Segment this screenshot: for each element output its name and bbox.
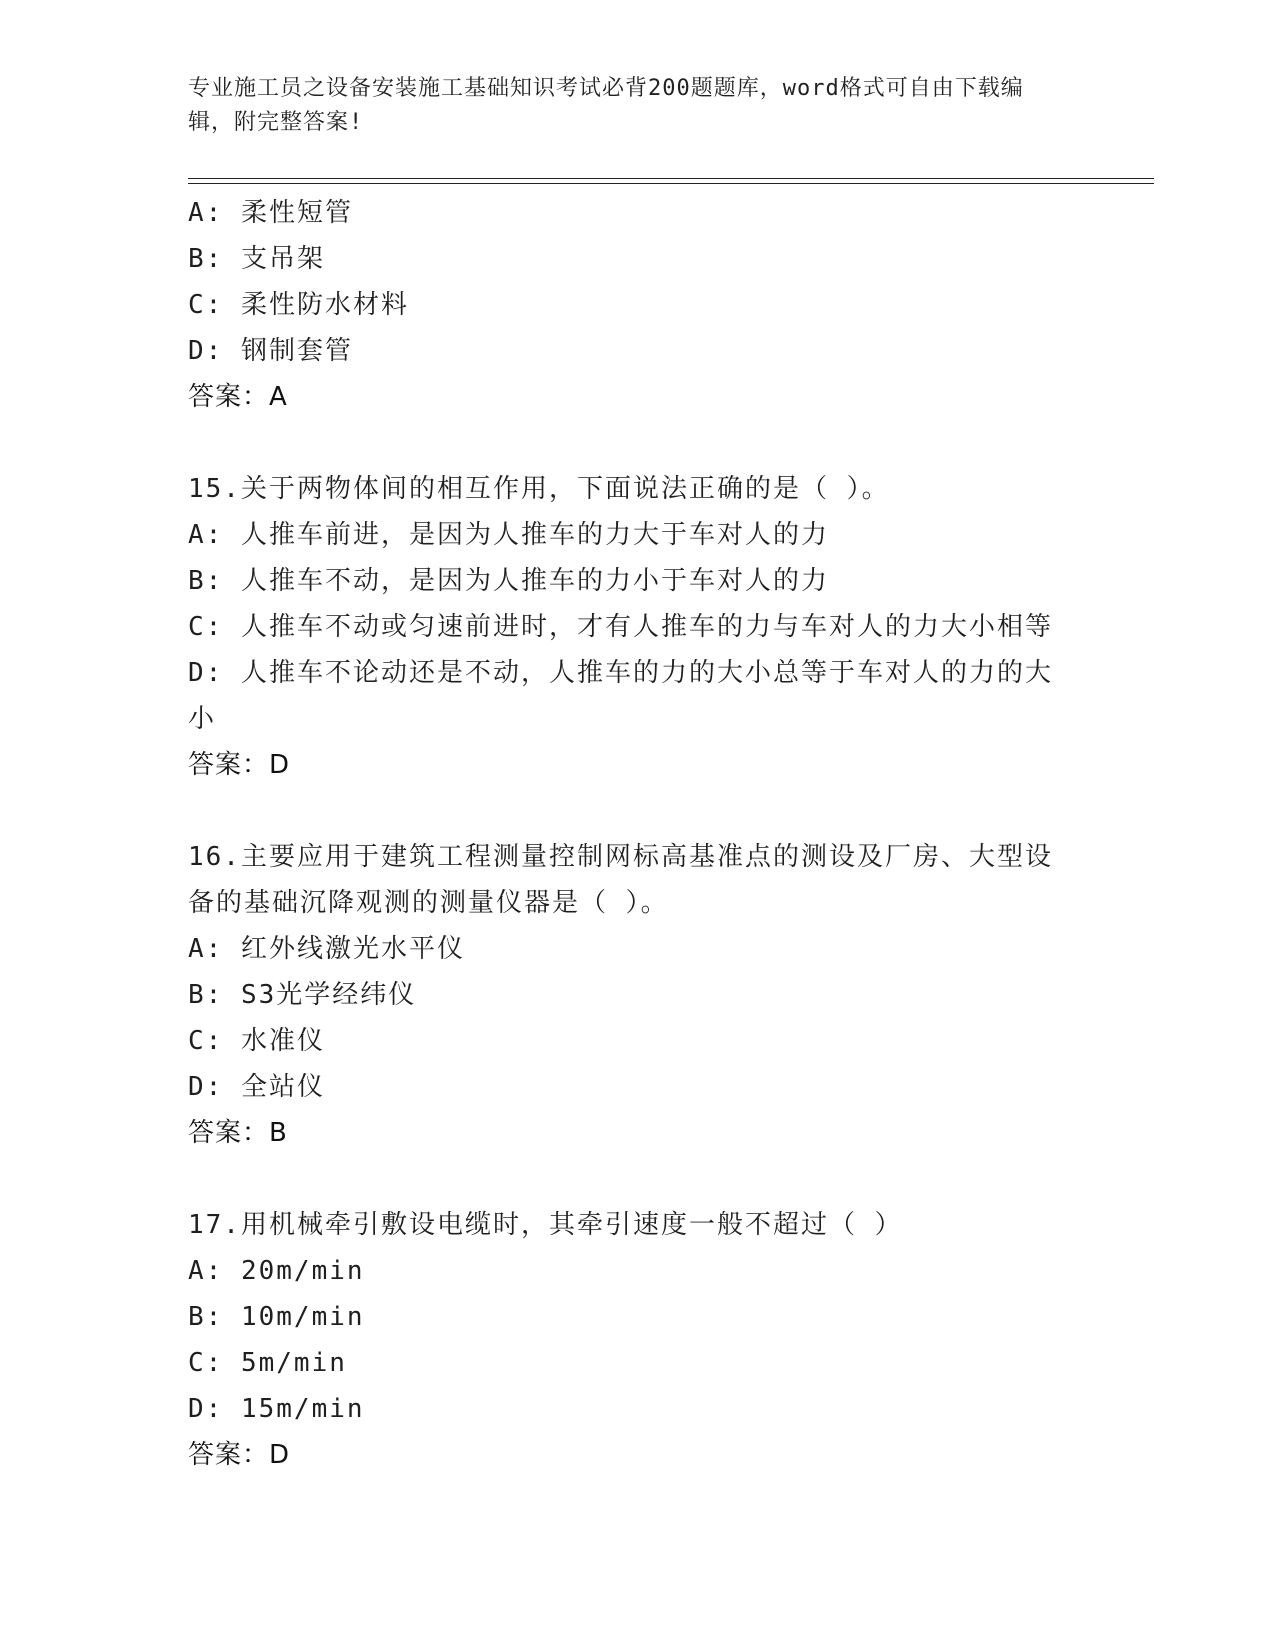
option-b: B: 人推车不动，是因为人推车的力小于车对人的力	[188, 566, 829, 596]
question-15	[188, 466, 1088, 788]
option-c: C: 人推车不动或匀速前进时，才有人推车的力与车对人的力大小相等	[188, 612, 1053, 642]
option-d: D: 全站仪	[188, 1072, 325, 1102]
option-b: B: 支吊架	[188, 244, 325, 274]
answer: 答案：D	[188, 1440, 291, 1470]
option-c: C: 柔性防水材料	[188, 290, 409, 320]
question-14	[188, 190, 1088, 420]
question-text: 15.关于两物体间的相互作用，下面说法正确的是（ ）。	[188, 474, 890, 504]
question-16	[188, 834, 1088, 1156]
option-a: A: 柔性短管	[188, 198, 353, 228]
answer: 答案：D	[188, 750, 291, 780]
answer: 答案：B	[188, 1118, 288, 1148]
option-b: B: 10m/min	[188, 1302, 365, 1332]
option-a: A: 20m/min	[188, 1256, 365, 1286]
spacer	[188, 788, 1088, 834]
answer: 答案：A	[188, 382, 288, 412]
question-text: 17.用机械牵引敷设电缆时，其牵引速度一般不超过（ ）	[188, 1210, 903, 1240]
option-d: D: 钢制套管	[188, 336, 353, 366]
option-d: D: 15m/min	[188, 1394, 365, 1424]
question-list	[188, 190, 1088, 1478]
option-d: D: 人推车不论动还是不动，人推车的力的大小总等于车对人的力的大小	[188, 658, 1053, 734]
header-divider-top	[188, 178, 1154, 179]
option-a: A: 人推车前进，是因为人推车的力大于车对人的力	[188, 520, 829, 550]
document-header: 专业施工员之设备安装施工基础知识考试必背200题题库，word格式可自由下载编辑，附完整答案!	[188, 76, 1024, 135]
option-b: B: S3光学经纬仪	[188, 980, 417, 1010]
question-text: 16.主要应用于建筑工程测量控制网标高基准点的测设及厂房、大型设备的基础沉降观测的测量仪器是（ ）。	[188, 842, 1053, 918]
header-divider-bottom	[188, 183, 1154, 184]
question-17	[188, 1202, 1088, 1478]
option-c: C: 5m/min	[188, 1348, 347, 1378]
spacer	[188, 1156, 1088, 1202]
option-a: A: 红外线激光水平仪	[188, 934, 465, 964]
option-c: C: 水准仪	[188, 1026, 325, 1056]
spacer	[188, 420, 1088, 466]
